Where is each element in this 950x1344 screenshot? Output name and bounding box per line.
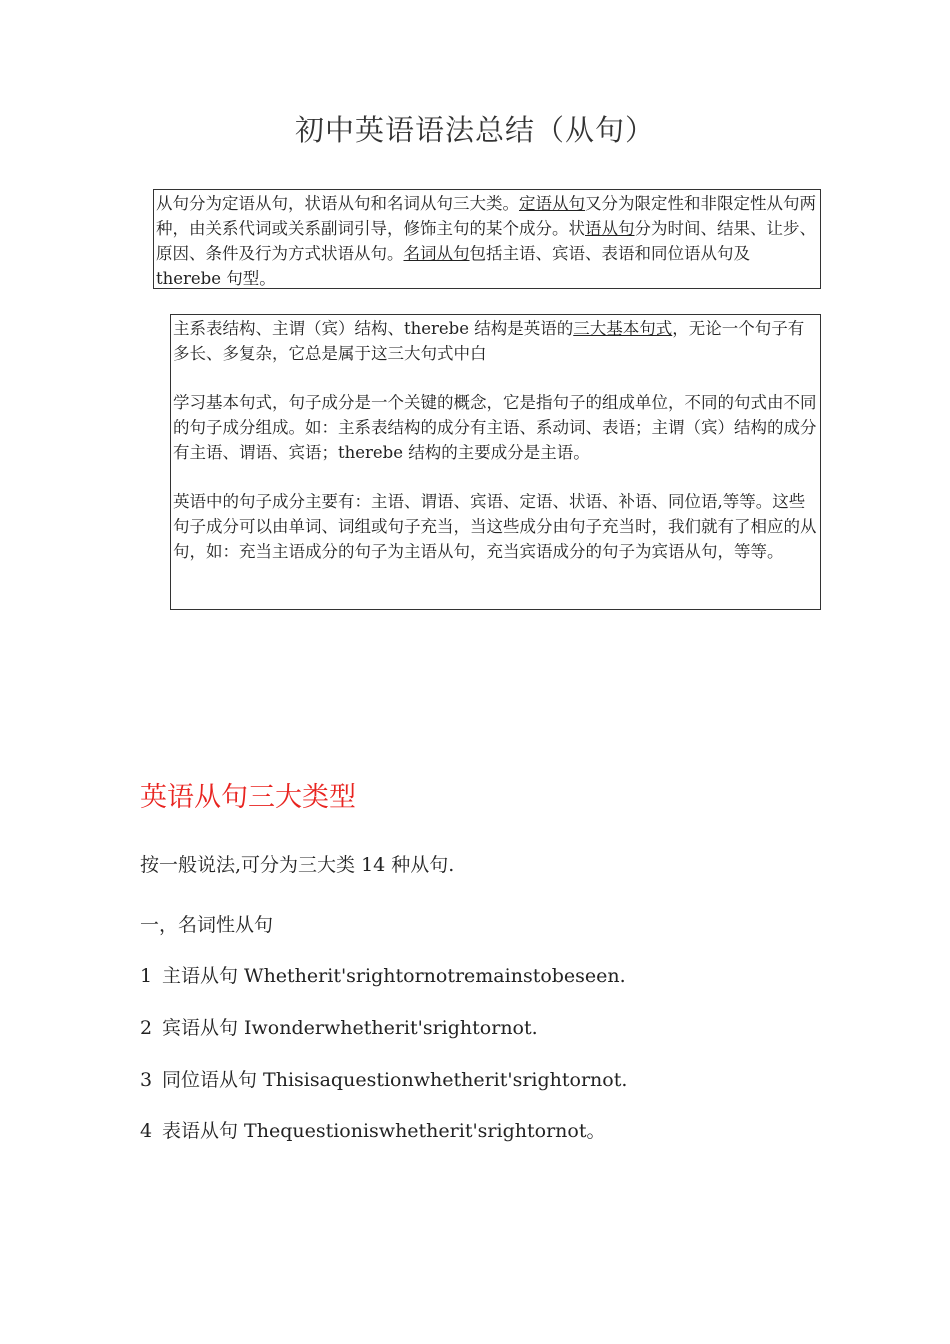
intro-text-2: 又分为限定性和非限定性从句两种，由关系代词或关系副词引导，修饰主句的某个成分。状 bbox=[156, 194, 816, 238]
sentence-pattern-box bbox=[170, 314, 821, 610]
list-item bbox=[140, 1116, 605, 1143]
list-item bbox=[140, 1065, 627, 1092]
item-text: 同位语从句 Thisisaquestionwhetherit'srightornot. bbox=[162, 1069, 628, 1091]
item-number: 3 bbox=[140, 1069, 153, 1091]
pattern-text-1a: 主系表结构、主谓（宾）结构、therebe 结构是英语的 bbox=[173, 319, 574, 338]
section-heading: 英语从句三大类型 bbox=[140, 782, 356, 813]
item-text: 宾语从句 Iwonderwhetherit'srightornot. bbox=[162, 1017, 538, 1039]
page-title: 初中英语语法总结（从句） bbox=[294, 113, 655, 147]
intro-text-3: 分为时间、结果、让步、原因、条件及行为方式状语从句。 bbox=[156, 219, 816, 263]
pattern-text-1b: ，无论一个句子有多长、多复杂，它总是属于这三大句式中白 bbox=[173, 319, 805, 363]
intro-text-1: 从句分为定语从句，状语从句和名词从句三大类。 bbox=[156, 194, 519, 213]
list-item bbox=[140, 961, 626, 988]
item-text: 主语从句 Whetherit'srightornotremainstobeseen. bbox=[162, 965, 626, 987]
item-number: 1 bbox=[140, 965, 153, 987]
pattern-paragraph-3: 英语中的句子成分主要有：主语、谓语、宾语、定语、状语、补语、同位语,等等。这些句子成分可以由单词、词组或句子充当，当这些成分由句子充当时，我们就有了相应的从句，如：充当主语成分的句子为主语从句，充当宾语成分的句子为宾语从句，等等。 bbox=[173, 492, 817, 561]
pattern-paragraph-1 bbox=[173, 316, 818, 366]
paragraph-gap bbox=[173, 366, 818, 390]
item-number: 4 bbox=[140, 1120, 153, 1142]
intro-link-attributive-clause: 定语从句 bbox=[519, 194, 585, 213]
section-intro: 按一般说法,可分为三大类 14 种从句. bbox=[140, 854, 455, 876]
intro-text-4: 包括主语、宾语、表语和同位语从句及 therebe 句型。 bbox=[156, 244, 750, 288]
intro-box bbox=[153, 189, 821, 289]
pattern-link-basic-patterns: 三大基本句式 bbox=[573, 319, 673, 338]
pattern-paragraph-2: 学习基本句式，句子成分是一个关键的概念，它是指句子的组成单位，不同的句式由不同的句子成分组成。如：主系表结构的成分有主语、系动词、表语；主谓（宾）结构的成分有主语、谓语、宾语；therebe 结构的主要成分是主语。 bbox=[173, 393, 817, 462]
paragraph-gap bbox=[173, 465, 818, 489]
item-text: 表语从句 Thequestioniswhetherit'srightornot。 bbox=[162, 1120, 606, 1142]
intro-link-adverbial-clause: 语从句 bbox=[585, 219, 635, 238]
intro-link-noun-clause: 名词从句 bbox=[403, 244, 470, 263]
item-number: 2 bbox=[140, 1017, 153, 1039]
list-item bbox=[140, 1013, 538, 1040]
category-heading: 一，名词性从句 bbox=[140, 914, 274, 936]
